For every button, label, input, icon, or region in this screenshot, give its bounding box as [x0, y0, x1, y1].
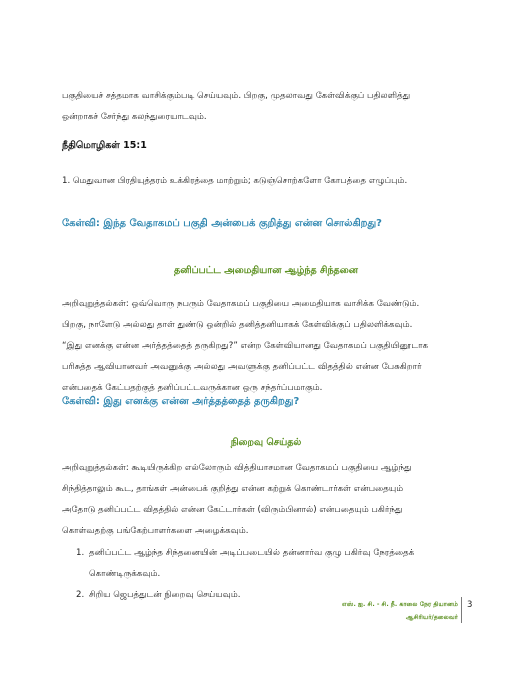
question-1: கேள்வி: இந்த வேதாகமப் பகுதி அன்பைக் குறித்து என்ன சொல்கிறது? — [62, 218, 382, 229]
section-1-line-1: அறிவுறுத்தல்கள்: ஒவ்வொரு நபரும் வேதாகமப் பகுதியை அமைதியாக வாசிக்க வேண்டும். — [62, 299, 420, 309]
section-1-line-4: பரிசுத்த ஆவியானவர் அவனுக்கு அல்லது அவளுக்கு தனிப்பட்ட விதத்தில் என்ன பேசுகிறார் — [62, 362, 422, 372]
footer-divider — [461, 597, 462, 623]
section-2-line-3: அதோடு தனிப்பட்ட விதத்தில் என்ன கேட்டார்கள் (விரும்பினால்) என்பதையும் பகிர்ந்து — [62, 505, 403, 515]
section-title-closing: நிறைவு செய்தல் — [230, 437, 302, 448]
list-item — [62, 543, 414, 585]
section-1-line-5: என்பதைக் கேட்பதற்குத் தனிப்பட்டவருக்கான ஒரு சந்தர்ப்பமாகும். — [62, 383, 323, 393]
intro-line-1: பகுதியைச் சத்தமாக வாசிக்கும்படி செய்யவும். பிறகு, முதலாவது கேள்விக்குப் பதிலளித்து — [62, 91, 411, 101]
page-number: 3 — [467, 600, 473, 610]
footer-role: ஆசிரியர்/தலைவர் — [405, 614, 458, 621]
list-item-number: 2. — [76, 590, 85, 600]
section-2-line-4: கொள்வதற்கு பங்கேற்பாளர்களை அழைக்கவும். — [62, 526, 249, 536]
footer-program-name: எஸ். ஐ. சி. - சி. நீ. காலை நேர தியானம் — [342, 601, 458, 608]
proverbs-verse: 1. மெதுவான பிரதியுத்தரம் உக்கிரத்தை மாற்றும்; கடுஞ்சொற்களோ கோபத்தை எழுப்பும். — [62, 176, 408, 186]
section-1-paragraph — [62, 294, 472, 399]
intro-line-2: ஒன்றாகச் சேர்ந்து கலந்துரையாடவும். — [62, 112, 207, 122]
section-2-line-1: அறிவுறுத்தல்கள்: கூடியிருக்கிற எல்லோரும் வித்தியாசமான வேதாகமப் பகுதியை ஆழ்ந்து — [62, 463, 412, 473]
list-item-line: சிறிய ஜெபத்துடன் நிறைவு செய்யவும். — [89, 590, 241, 600]
section-1-line-2: பிறகு, நாளேடு அல்லது தாள் துண்டு ஒன்றில் தனித்தனியாகக் கேள்விக்குப் பதிலளிக்கவும். — [62, 320, 413, 330]
list-item-line: கொண்டிருக்கவும். — [89, 569, 161, 579]
page-footer — [336, 598, 458, 624]
proverbs-heading: நீதிமொழிகள் 15:1 — [62, 140, 147, 151]
question-2: கேள்வி: இது எனக்கு என்ன அர்த்தத்தைத் தருகிறது? — [62, 396, 300, 407]
section-2-paragraph — [62, 458, 472, 542]
intro-paragraph — [62, 86, 472, 128]
list-item-number: 1. — [76, 548, 85, 558]
closing-steps-list — [62, 543, 414, 606]
section-2-line-2: சிந்தித்தாலும் கூட, தாங்கள் அன்பைக் குறித்து என்ன கற்றுக் கொண்டார்கள் என்பதையும் — [62, 484, 404, 494]
section-1-line-3: “இது எனக்கு என்ன அர்த்தத்தைத் தருகிறது?” என்ற கேள்வியானது வேதாகமப் பகுதியினூடாக — [62, 341, 429, 351]
list-item-line: தனிப்பட்ட ஆழ்ந்த சிந்தனையின் அடிப்படையில் தன்னார்வ குழு பகிர்வு நேரத்தைக் — [89, 548, 415, 558]
section-title-personal-reflection: தனிப்பட்ட அமைதியான ஆழ்ந்த சிந்தனை — [174, 265, 358, 276]
